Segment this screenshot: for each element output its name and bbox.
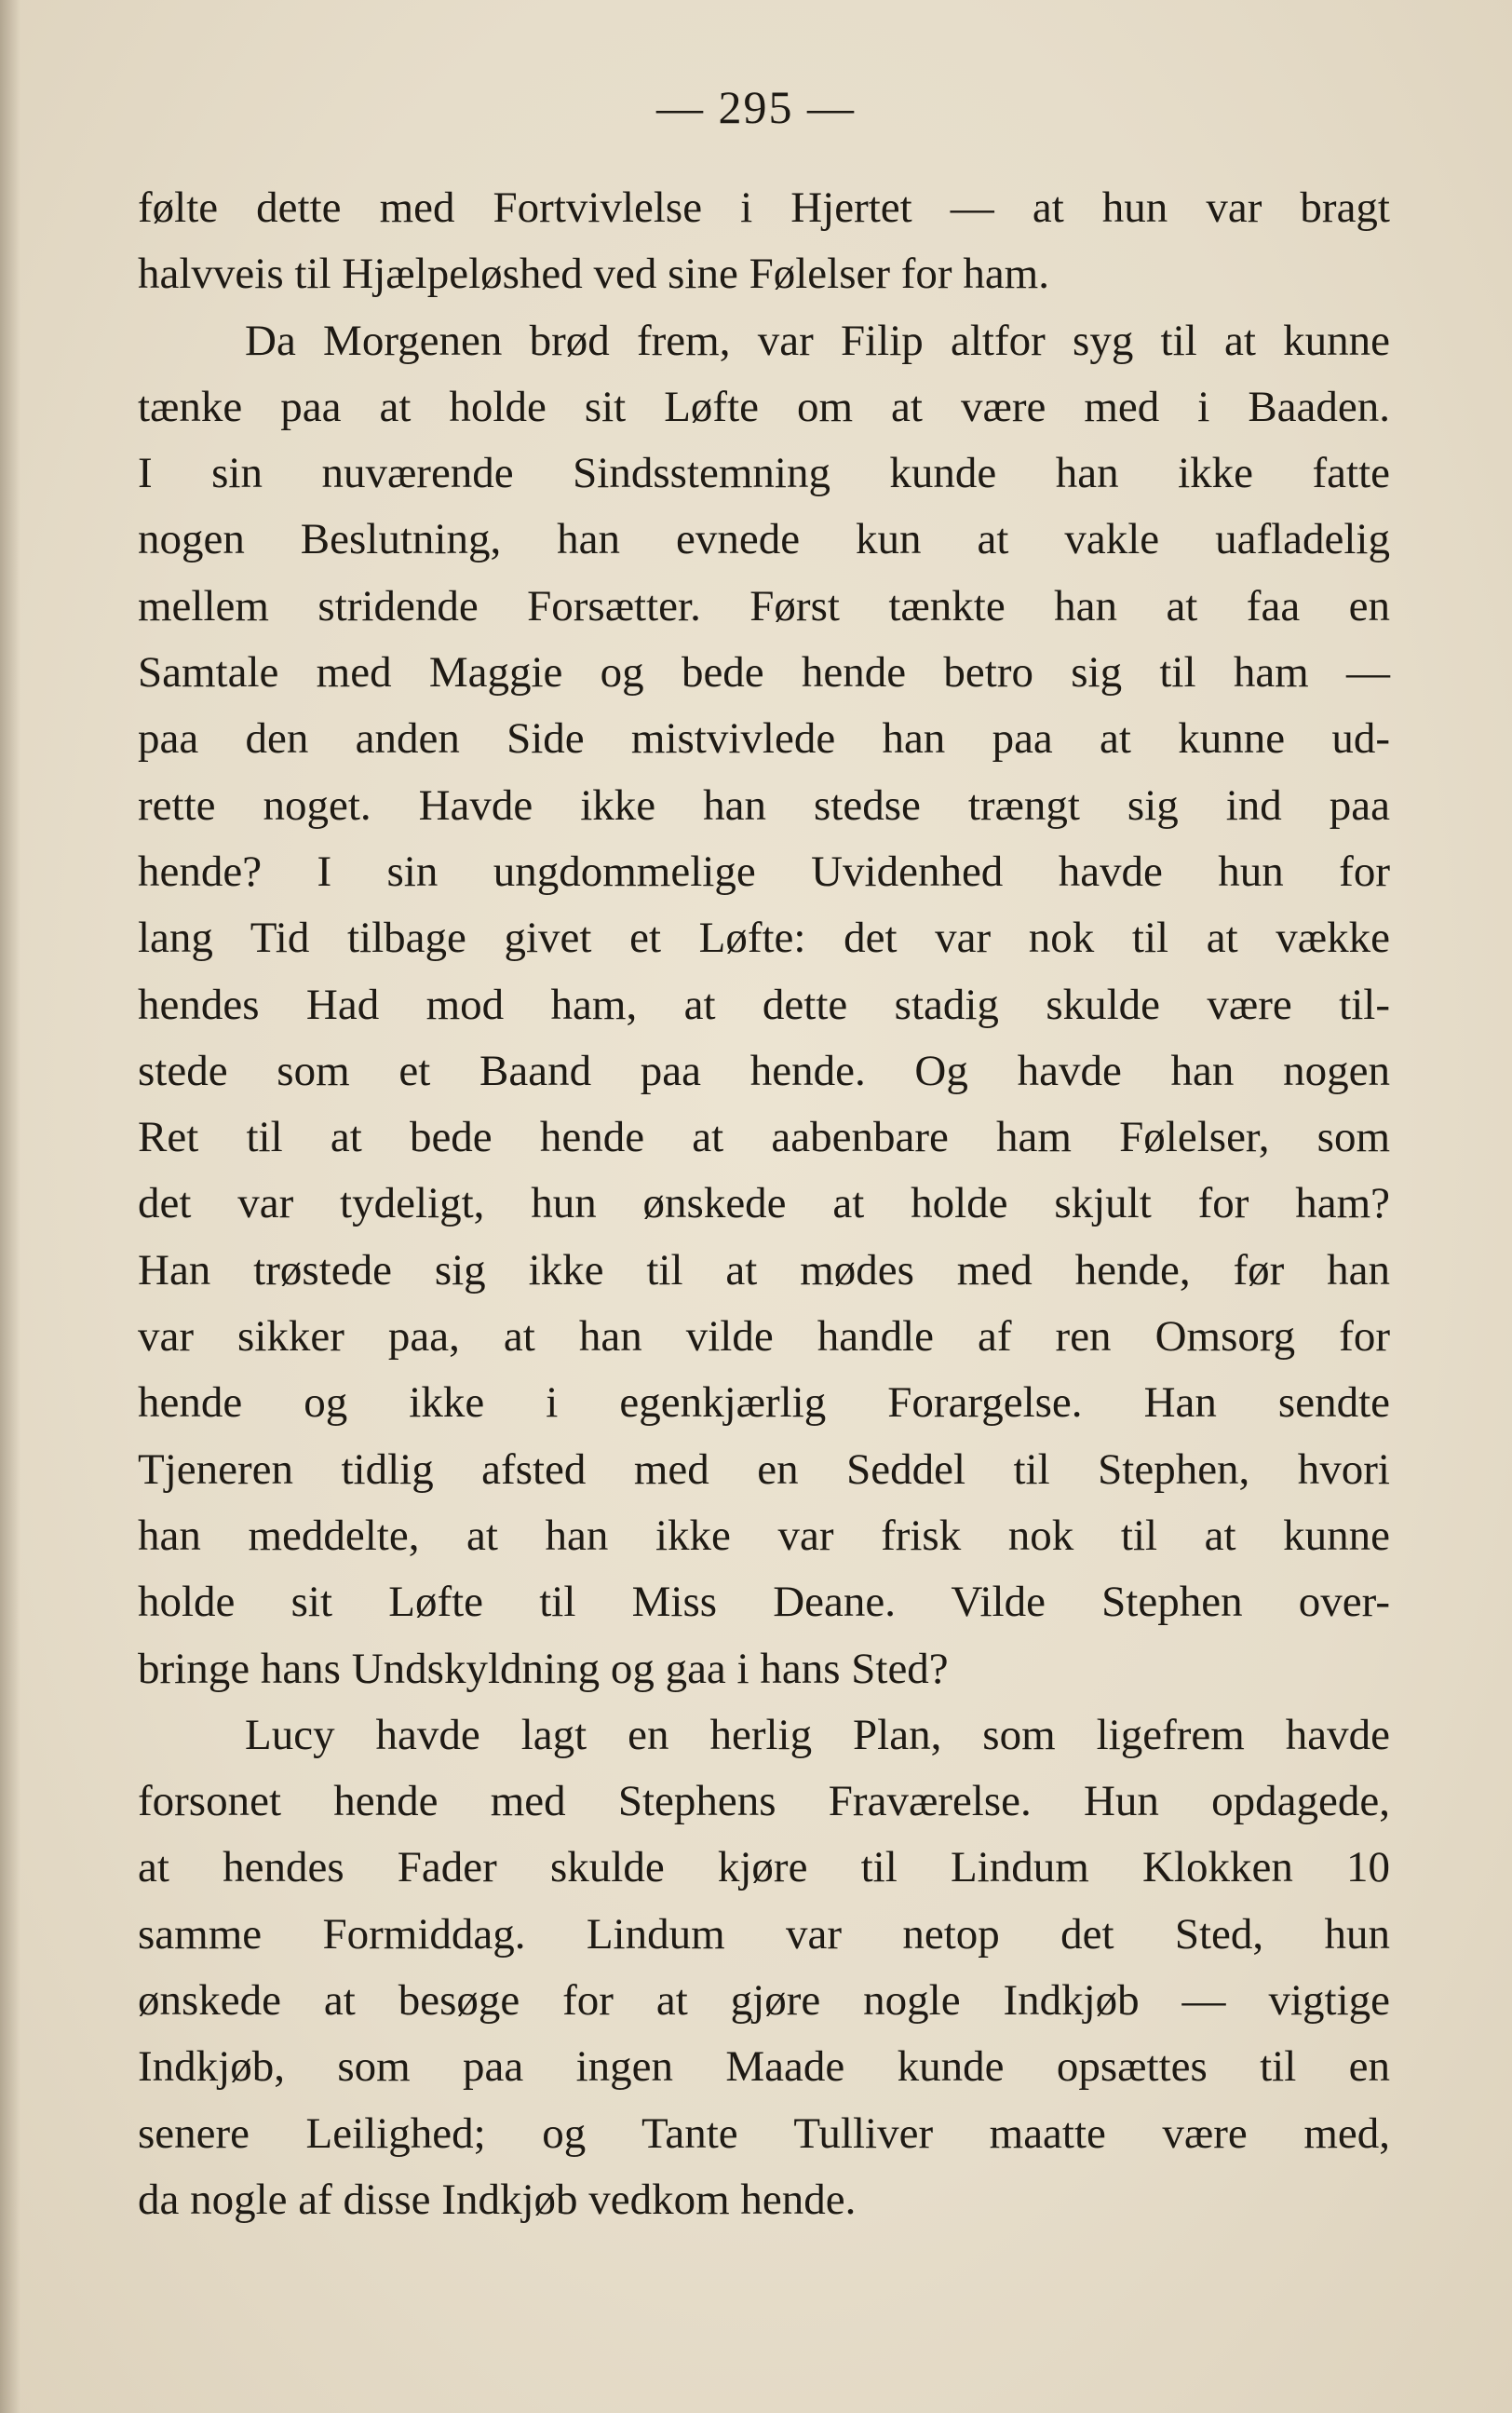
text-line: følte dette med Fortvivlelse i Hjertet — at hun var bragt xyxy=(138,183,1390,232)
body-text xyxy=(138,175,1390,2233)
text-line: Ret til at bede hende at aabenbare ham Følelser, som xyxy=(138,1113,1390,1162)
text-line: Indkjøb, som paa ingen Maade kunde opsættes til en xyxy=(138,2042,1390,2092)
text-line: Samtale med Maggie og bede hende betro sig til ham — xyxy=(138,648,1390,698)
text-line: hendes Had mod ham, at dette stadig skulde være til- xyxy=(138,980,1390,1029)
text-line: I sin nuværende Sindsstemning kunde han ikke fatte xyxy=(138,449,1390,498)
text-line: Da Morgenen brød frem, var Filip altfor syg til at kunne xyxy=(245,316,1390,365)
text-line: at hendes Fader skulde kjøre til Lindum Klokken 10 xyxy=(138,1843,1390,1892)
text-line: paa den anden Side mistvivlede han paa at kunne ud- xyxy=(138,714,1390,764)
text-line: ønskede at besøge for at gjøre nogle Indkjøb — vigtige xyxy=(138,1976,1390,2026)
text-line: var sikker paa, at han vilde handle af ren Omsorg for xyxy=(138,1312,1390,1362)
page-number: — 295 — xyxy=(656,81,856,133)
text-line: lang Tid tilbage givet et Løfte: det var nok til at vække xyxy=(138,914,1390,963)
text-line: forsonet hende med Stephens Fraværelse. Hun opdagede, xyxy=(138,1777,1390,1826)
text-line: stede som et Baand paa hende. Og havde han nogen xyxy=(138,1046,1390,1095)
text-line: senere Leilighed; og Tante Tulliver maatte være med, xyxy=(138,2108,1390,2158)
text-line: Han trøstede sig ikke til at mødes med hende, før han xyxy=(138,1245,1390,1295)
text-line: hende? I sin ungdommelige Uvidenhed havde hun for xyxy=(138,847,1390,896)
text-line: Lucy havde lagt en herlig Plan, som ligefrem havde xyxy=(245,1710,1390,1759)
text-line: Tjeneren tidlig afsted med en Seddel til Stephen, hvori xyxy=(138,1444,1390,1494)
text-line: hende og ikke i egenkjærlig Forargelse. Han sendte xyxy=(138,1378,1390,1428)
text-line: tænke paa at holde sit Løfte om at være med i Baaden. xyxy=(138,382,1390,431)
text-line: holde sit Løfte til Miss Deane. Vilde Stephen over- xyxy=(138,1578,1390,1627)
text-line: rette noget. Havde ikke han stedse trængt sig ind paa xyxy=(138,780,1390,830)
text-line: bringe hans Undskyldning og gaa i hans Sted? xyxy=(138,1644,949,1693)
page-edge-shadow xyxy=(0,0,20,2413)
text-line: nogen Beslutning, han evnede kun at vakle uafladelig xyxy=(138,515,1390,564)
text-line: samme Formiddag. Lindum var netop det Sted, hun xyxy=(138,1909,1390,1959)
text-line: det var tydeligt, hun ønskede at holde skjult for ham? xyxy=(138,1179,1390,1228)
text-line: han meddelte, at han ikke var frisk nok til at kunne xyxy=(138,1511,1390,1560)
text-line: mellem stridende Forsætter. Først tænkte han at faa en xyxy=(138,581,1390,630)
text-line: halvveis til Hjælpeløshed ved sine Følelser for ham. xyxy=(138,250,1049,299)
text-line: da nogle af disse Indkjøb vedkom hende. xyxy=(138,2175,857,2224)
